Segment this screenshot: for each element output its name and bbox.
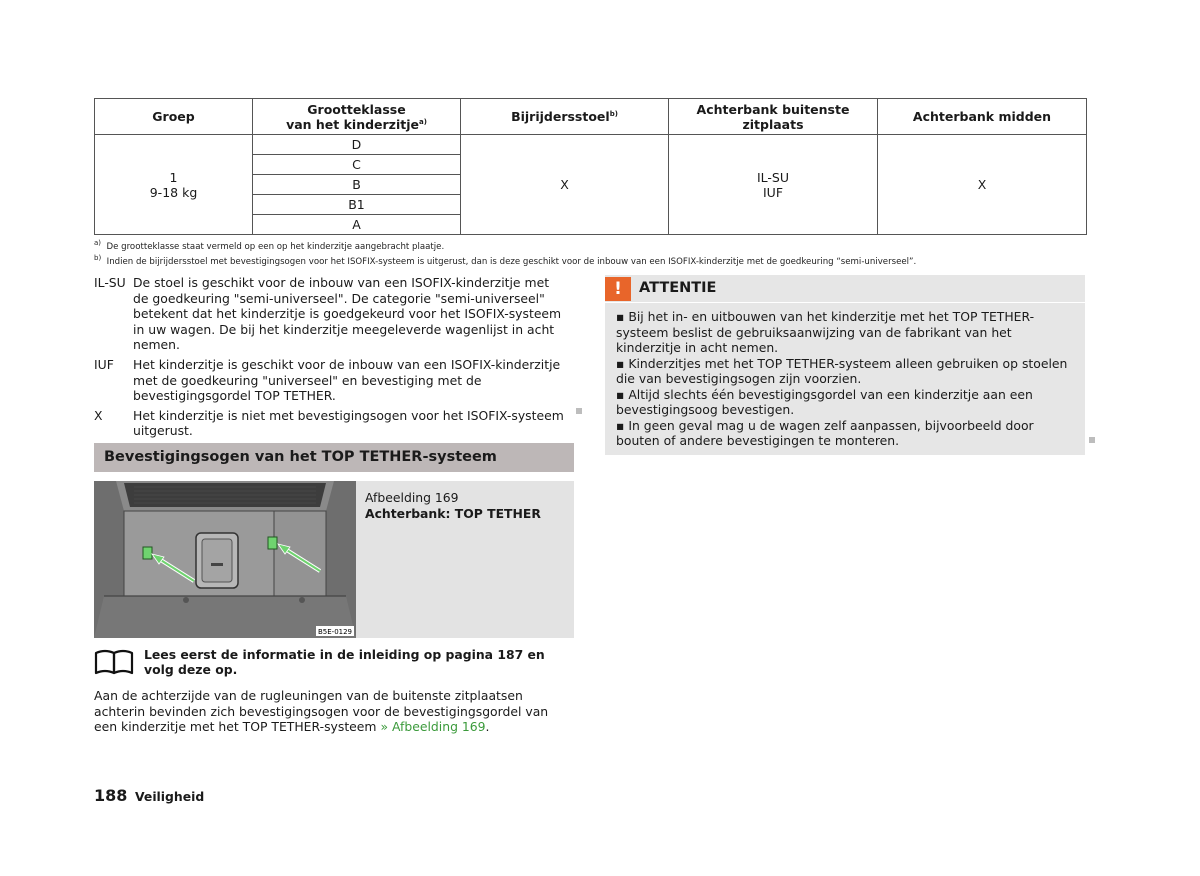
cell-size-class: D [253,135,461,155]
cell-size-class: C [253,155,461,175]
header-passenger-seat: Bijrijdersstoel$^{b)}$ [461,99,669,135]
figure-caption [365,490,541,522]
figure-reference-link[interactable]: » Afbeelding 169 [380,719,486,735]
list-item: ▪ In geen geval mag u de wagen zelf aanpassen, bijvoorbeeld door bouten of andere bevestigingen te monteren. [616,417,1034,448]
figure-title: Achterbank: TOP TETHER [365,506,541,521]
footnote-b: $^{b)}$ Indien de bijrijdersstoel met bevestigingsogen voor het ISOFIX-systeem is uitgerust, dan is deze geschikt voor de inbouw van een ISOFIX-kinderzitje met de goedkeuring “semi-universeel”. [94,253,917,267]
cell-size-class: B1 [253,195,461,215]
definition-item [94,357,568,404]
cell-passenger-seat: X [461,135,669,235]
table-row [95,135,1087,155]
definition-term: X [94,407,103,423]
header-size-class: Grootteklasse van het kinderzitje$^{a)}$ [253,99,461,135]
section-end-marker [1089,437,1095,443]
cell-group: 1 9-18 kg [95,135,253,235]
page-number: 188 [94,786,128,805]
body-paragraph: Aan de achterzijde van de rugleuningen van de buitenste zitplaatsen achterin bevinden zich bevestigingsogen voor de bevestigingsgordel van een kinderzitje met het TOP TETHER-systeem » Afbeelding 169. [94,688,549,735]
footnote-a: $^{a)}$ De grootteklasse staat vermeld op een op het kinderzitje aangebracht plaatje. [94,239,445,252]
definition-list [94,275,568,443]
isofix-table [94,98,1087,235]
figure-code: B5E-0129 [317,628,353,636]
cell-size-class: A [253,215,461,235]
definition-desc: De stoel is geschikt voor de inbouw van een ISOFIX-kinderzitje met de goedkeuring "semi-universeel". De categorie "semi-universeel" betekent dat het kinderzitje is goedgekeurd voor het ISOFIX-systeem in uw wagen. De bij het kinderzitje meegeleverde wagenlijst in acht nemen. [133,275,562,353]
read-first-note [94,647,574,677]
figure-number: Afbeelding 169 [365,490,459,505]
header-rear-outer: Achterbank buitenste zitplaats [669,99,878,135]
definition-item [94,275,568,353]
footnotes [94,240,1094,269]
definition-term: IL-SU [94,275,126,290]
section-end-marker [576,408,582,414]
definition-desc: Het kinderzitje is geschikt voor de inbouw van een ISOFIX-kinderzitje met de goedkeuring "universeel" en bevestiging met de bevestigingsgordel TOP TETHER. [133,356,561,404]
attention-title: ATTENTIE [639,280,717,296]
book-icon [94,649,134,675]
list-item: ▪ Kinderzitjes met het TOP TETHER-systeem alleen gebruiken op stoelen die van bevestigingsogen zijn voorzien. [616,355,1068,386]
attention-header [605,275,1085,302]
header-rear-middle: Achterbank midden [878,99,1087,135]
cell-rear-middle: X [878,135,1087,235]
definition-desc: Het kinderzitje is niet met bevestigingsogen voor het ISOFIX-systeem uitgerust. [133,407,564,439]
list-item: ▪ Bij het in- en uitbouwen van het kinderzitje met het TOP TETHER-systeem beslist de gebruiksaanwijzing van de fabrikant van het kinderzitje in acht nemen. [616,309,1035,355]
list-item: ▪ Altijd slechts één bevestigingsgordel van een kinderzitje aan een bevestigingsoog bevestigen. [616,386,1033,417]
rear-seat-illustration [94,481,356,638]
cell-size-class: B [253,175,461,195]
cell-rear-outer: IL-SU IUF [669,135,878,235]
table-header-row [95,99,1087,135]
definition-item [94,408,568,439]
read-first-text: Lees eerst de informatie in de inleiding op pagina 187 en volg deze op. [144,647,545,677]
divider [605,302,1085,303]
header-group: Groep [95,99,253,135]
warning-icon: ! [605,277,631,301]
attention-box [605,275,1085,455]
section-heading: Bevestigingsogen van het TOP TETHER-systeem [94,443,574,472]
attention-list [616,309,1078,449]
page-section-name: Veiligheid [135,789,205,804]
definition-term: IUF [94,356,114,372]
